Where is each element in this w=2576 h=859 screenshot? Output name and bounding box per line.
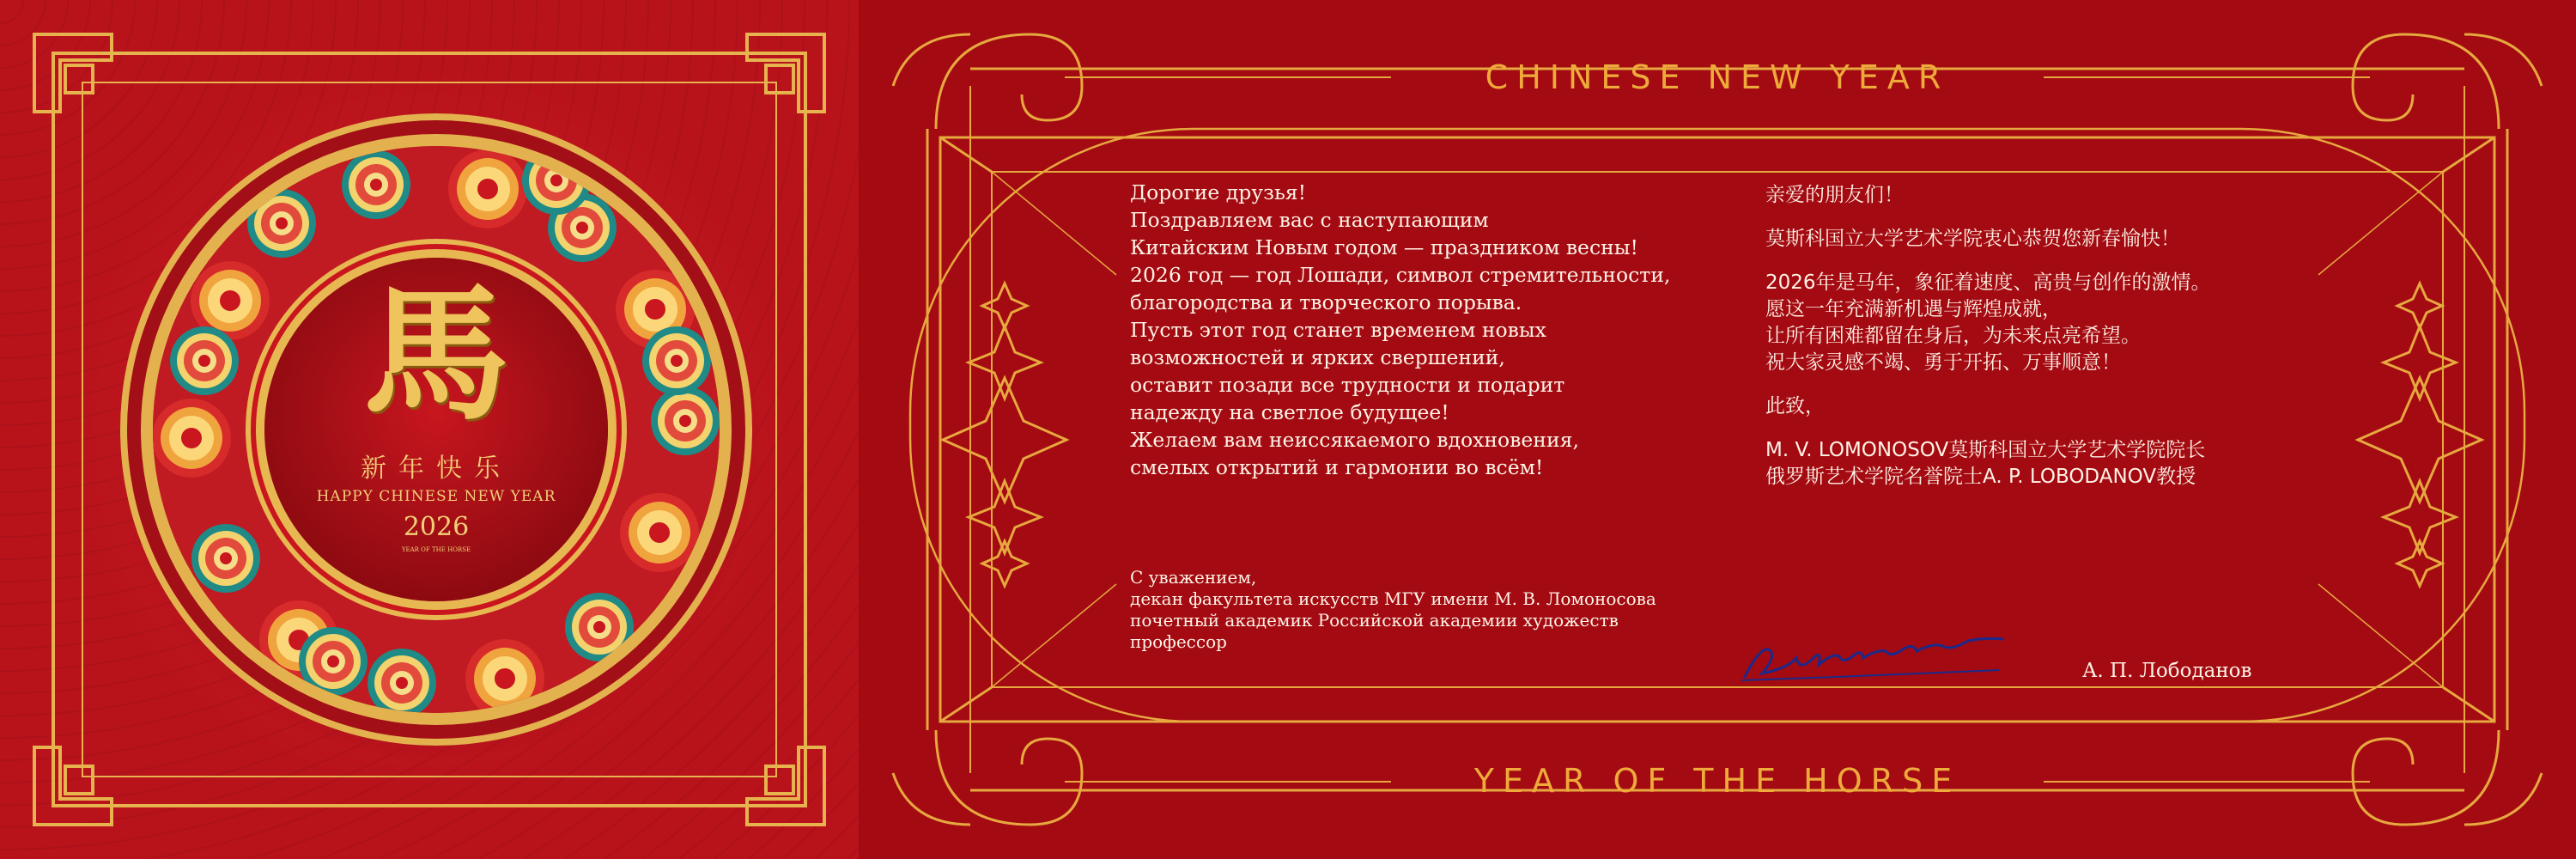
russian-signer-name: А. П. Лободанов <box>2082 660 2252 682</box>
chinese-salutation: 亲爱的朋友们！ <box>1765 184 1904 206</box>
left-card-panel <box>0 0 859 859</box>
chinese-line: 祝大家灵感不竭、勇于开拓、万事顺意！ <box>1765 351 2121 374</box>
greeting-chinese: 新年快乐 <box>361 454 512 484</box>
russian-line: Пусть этот год станет временем новых <box>1130 318 1546 342</box>
chinese-line: 愿这一年充满新机遇与辉煌成就， <box>1765 298 2062 320</box>
signoff-line: С уважением, <box>1130 567 1257 588</box>
russian-line: 2026 год — год Лошади, символ стремительности, <box>1130 263 1671 287</box>
signoff-line: декан факультета искусств МГУ имени М. В. Ломоносова <box>1130 588 1656 609</box>
russian-line: благородства и творческого порыва. <box>1130 290 1522 314</box>
russian-line: Китайским Новым годом — праздником весны! <box>1130 235 1638 259</box>
russian-greeting-text <box>1130 179 1748 481</box>
chinese-signature-line: M. V. LOMONOSOV莫斯科国立大学艺术学院院长 <box>1765 439 2206 461</box>
russian-signoff <box>1130 567 1748 653</box>
russian-line: надежду на светлое будущее! <box>1130 400 1449 424</box>
horse-character: 馬 <box>362 269 509 441</box>
russian-line: Дорогие друзья! <box>1130 180 1307 204</box>
card-title-top: CHINESE NEW YEAR <box>1485 58 1950 96</box>
chinese-line: 2026年是马年，象征着速度、高贵与创作的激情。 <box>1765 271 2211 294</box>
chinese-line: 莫斯科国立大学艺术学院衷心恭贺您新春愉快！ <box>1765 228 2180 250</box>
signoff-line: почетный академик Российской академии художеств <box>1130 610 1619 631</box>
handwritten-signature <box>1738 636 2047 687</box>
chinese-greeting-text <box>1765 182 2384 490</box>
russian-line: смелых открытий и гармонии во всём! <box>1130 455 1544 479</box>
year-number: 2026 <box>403 512 470 542</box>
horse-medallion <box>153 146 720 713</box>
russian-line: Желаем вам неиссякаемого вдохновения, <box>1130 428 1579 452</box>
russian-line: оставит позади все трудности и подарит <box>1130 373 1565 397</box>
year-caption: YEAR OF THE HORSE <box>401 546 471 553</box>
russian-line: Поздравляем вас с наступающим <box>1130 208 1489 232</box>
russian-line: возможностей и ярких свершений, <box>1130 345 1505 369</box>
signoff-line: профессор <box>1130 631 1227 652</box>
chinese-closing: 此致， <box>1765 395 1825 417</box>
chinese-line: 让所有困难都留在身后，为未来点亮希望。 <box>1765 325 2141 347</box>
card-title-bottom: YEAR OF THE HORSE <box>1473 762 1961 800</box>
greeting-english: HAPPY CHINESE NEW YEAR <box>316 488 556 505</box>
medallion-center <box>264 258 608 601</box>
chinese-signature-line: 俄罗斯艺术学院名誉院士A. P. LOBODANOV教授 <box>1765 466 2196 488</box>
